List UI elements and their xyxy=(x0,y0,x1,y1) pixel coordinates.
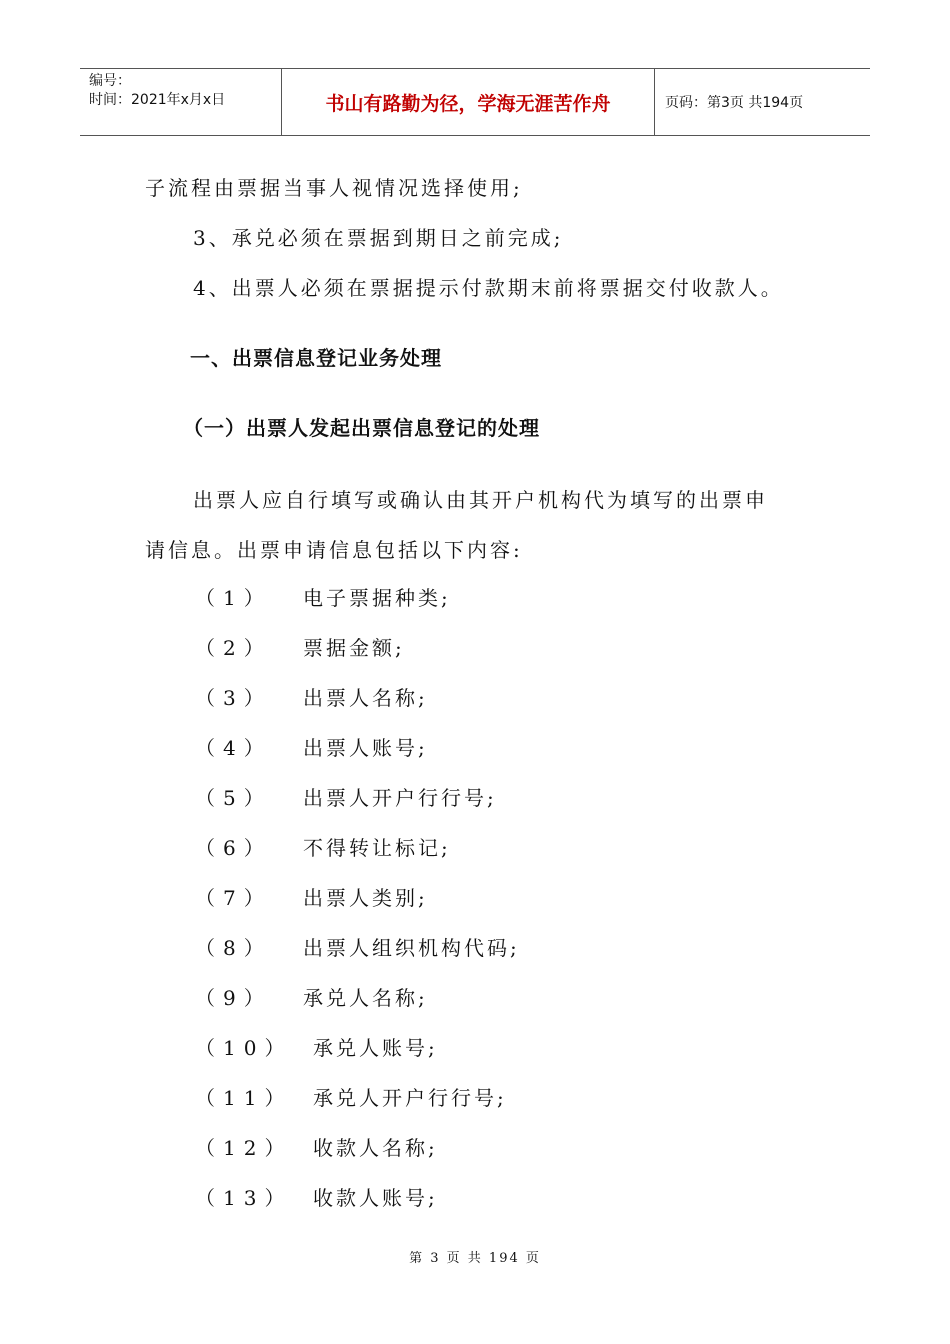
list-item-number: （8） xyxy=(195,936,272,960)
list-item-text: 收款人账号; xyxy=(313,1186,438,1210)
number-label: 编号： xyxy=(89,73,131,89)
list-item-text: 承兑人名称; xyxy=(303,986,428,1010)
list-item-text: 出票人名称; xyxy=(303,686,428,710)
body-line-2: 3、承兑必须在票据到期日之前完成; xyxy=(193,226,564,250)
list-item-text: 电子票据种类; xyxy=(303,586,451,610)
motto: 书山有路勤为径，学海无涯苦作舟 xyxy=(282,69,655,135)
list-item-number: （1） xyxy=(195,586,272,610)
page-info: 页码：第3页 共194页 xyxy=(665,95,804,111)
page-header xyxy=(80,68,870,136)
paragraph-line-1: 出票人应自行填写或确认由其开户机构代为填写的出票申 xyxy=(193,488,768,512)
paragraph-line-2: 请信息。出票申请信息包括以下内容: xyxy=(145,538,523,562)
list-item-number: （3） xyxy=(195,686,272,710)
section-heading-1: 一、出票信息登记业务处理 xyxy=(190,346,442,370)
section-heading-2: （一）出票人发起出票信息登记的处理 xyxy=(183,416,540,440)
list-item-number: （2） xyxy=(195,636,272,660)
list-item-number: （9） xyxy=(195,986,272,1010)
list-item-number: （6） xyxy=(195,836,272,860)
list-item-number: （13） xyxy=(195,1186,293,1210)
body-line-1: 子流程由票据当事人视情况选择使用; xyxy=(145,176,523,200)
list-item-text: 不得转让标记; xyxy=(303,836,451,860)
header-left-cell xyxy=(80,69,282,135)
list-item-number: （4） xyxy=(195,736,272,760)
list-item-text: 出票人类别; xyxy=(303,886,428,910)
list-item-text: 出票人组织机构代码; xyxy=(303,936,520,960)
list-item-number: （5） xyxy=(195,786,272,810)
list-item-text: 出票人账号; xyxy=(303,736,428,760)
list-item-number: （10） xyxy=(195,1036,293,1060)
list-item-text: 出票人开户行行号; xyxy=(303,786,497,810)
list-item-number: （7） xyxy=(195,886,272,910)
page-footer: 第 3 页 共 194 页 xyxy=(409,1251,541,1266)
list-item-text: 票据金额; xyxy=(303,636,405,660)
time-label: 时间：2021年x月x日 xyxy=(89,92,226,108)
list-item-number: （11） xyxy=(195,1086,293,1110)
list-item-text: 收款人名称; xyxy=(313,1136,438,1160)
list-item-number: （12） xyxy=(195,1136,293,1160)
body-line-3: 4、出票人必须在票据提示付款期末前将票据交付收款人。 xyxy=(193,276,784,300)
list-item-text: 承兑人账号; xyxy=(313,1036,438,1060)
list-item-text: 承兑人开户行行号; xyxy=(313,1086,507,1110)
